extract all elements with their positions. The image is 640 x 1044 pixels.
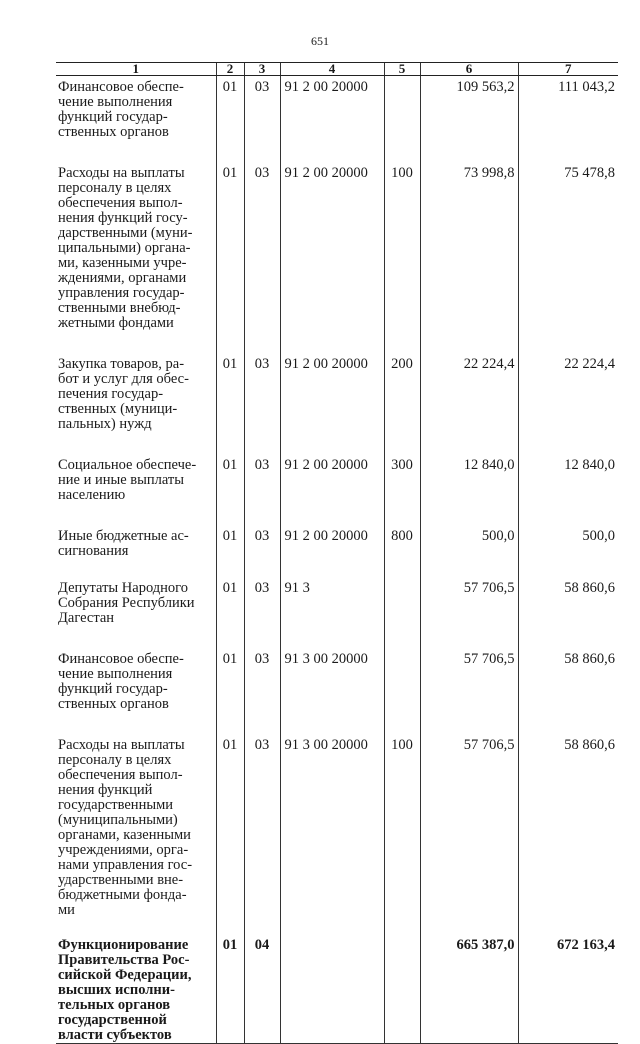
column-header-5: 5 — [384, 63, 420, 76]
row-subsection: 03 — [244, 525, 280, 577]
table-row — [56, 353, 618, 454]
column-header-1: 1 — [56, 63, 216, 76]
row-section: 01 — [216, 577, 244, 648]
row-expense-type: 300 — [384, 454, 420, 525]
row-name: Финансовое обеспе- чение выполнения функций государ- ственных органов — [58, 79, 184, 140]
row-amount-year1: 12 840,0 — [420, 454, 518, 525]
table-row — [56, 454, 618, 525]
table-row — [56, 76, 618, 163]
row-amount-year2: 58 860,6 — [518, 577, 618, 648]
row-section: 01 — [216, 525, 244, 577]
row-target-article: 91 2 00 20000 — [280, 525, 384, 577]
row-section: 01 — [216, 162, 244, 353]
row-subsection: 03 — [244, 734, 280, 934]
row-target-article: 91 2 00 20000 — [280, 454, 384, 525]
table-row — [56, 934, 618, 1044]
budget-table — [56, 62, 618, 1044]
row-section: 01 — [216, 648, 244, 734]
row-name: Закупка товаров, ра- бот и услуг для обес- печения государ- ственных (муници- пальных) нужд — [58, 356, 189, 432]
row-expense-type: 800 — [384, 525, 420, 577]
row-amount-year2: 58 860,6 — [518, 648, 618, 734]
table-row — [56, 162, 618, 353]
row-amount-year2: 58 860,6 — [518, 734, 618, 934]
row-name: Социальное обеспече- ние и иные выплаты населению — [58, 457, 197, 503]
column-header-2: 2 — [216, 63, 244, 76]
row-target-article: 91 3 00 20000 — [280, 648, 384, 734]
row-subsection: 03 — [244, 162, 280, 353]
row-subsection: 03 — [244, 454, 280, 525]
column-header-6: 6 — [420, 63, 518, 76]
row-amount-year1: 500,0 — [420, 525, 518, 577]
row-expense-type — [384, 934, 420, 1044]
row-target-article: 91 2 00 20000 — [280, 353, 384, 454]
row-name: Расходы на выплаты персоналу в целях обеспечения выпол- нения функций госу- дарственными (муни- ципальными) органа- ми, казенными учре- ждениями, органами управления государ- ственными внебюд- жетными фондами — [58, 165, 193, 331]
row-amount-year2: 672 163,4 — [518, 934, 618, 1044]
row-amount-year2: 75 478,8 — [518, 162, 618, 353]
row-subsection: 04 — [244, 934, 280, 1044]
row-amount-year2: 500,0 — [518, 525, 618, 577]
row-expense-type — [384, 577, 420, 648]
row-target-article — [280, 934, 384, 1044]
table-header-row — [56, 63, 618, 76]
row-name: Функционирование Правительства Рос- сийской Федерации, высших исполни- тельных органов государственной власти субъектов — [56, 934, 216, 1044]
row-amount-year2: 12 840,0 — [518, 454, 618, 525]
row-section: 01 — [216, 934, 244, 1044]
table-row — [56, 734, 618, 934]
row-amount-year1: 109 563,2 — [420, 76, 518, 163]
row-target-article: 91 3 — [280, 577, 384, 648]
row-section: 01 — [216, 734, 244, 934]
row-amount-year2: 22 224,4 — [518, 353, 618, 454]
row-section: 01 — [216, 76, 244, 163]
table-row — [56, 525, 618, 577]
row-subsection: 03 — [244, 76, 280, 163]
row-target-article: 91 3 00 20000 — [280, 734, 384, 934]
column-header-3: 3 — [244, 63, 280, 76]
table-row — [56, 648, 618, 734]
row-target-article: 91 2 00 20000 — [280, 162, 384, 353]
row-name: Депутаты Народного Собрания Республики Дагестан — [58, 580, 195, 626]
row-subsection: 03 — [244, 577, 280, 648]
row-amount-year1: 57 706,5 — [420, 577, 518, 648]
row-amount-year1: 22 224,4 — [420, 353, 518, 454]
row-name: Финансовое обеспе- чение выполнения функций государ- ственных органов — [58, 651, 184, 712]
row-amount-year1: 73 998,8 — [420, 162, 518, 353]
row-subsection: 03 — [244, 353, 280, 454]
row-expense-type — [384, 76, 420, 163]
table-row — [56, 577, 618, 648]
row-expense-type: 200 — [384, 353, 420, 454]
row-amount-year2: 111 043,2 — [518, 76, 618, 163]
row-amount-year1: 665 387,0 — [420, 934, 518, 1044]
row-name: Иные бюджетные ас- сигнования — [58, 528, 189, 559]
row-section: 01 — [216, 454, 244, 525]
page-number: 651 — [311, 34, 329, 48]
row-section: 01 — [216, 353, 244, 454]
table-body — [56, 76, 618, 1044]
column-header-4: 4 — [280, 63, 384, 76]
row-amount-year1: 57 706,5 — [420, 734, 518, 934]
row-name: Расходы на выплаты персоналу в целях обеспечения выпол- нения функций государственными (муниципальными) органами, казенными учреждениями, орга- нами управления гос- ударственными вне- бюджетными фонда- ми — [58, 737, 193, 918]
row-target-article: 91 2 00 20000 — [280, 76, 384, 163]
row-expense-type — [384, 648, 420, 734]
row-amount-year1: 57 706,5 — [420, 648, 518, 734]
row-expense-type: 100 — [384, 734, 420, 934]
column-header-7: 7 — [518, 63, 618, 76]
row-subsection: 03 — [244, 648, 280, 734]
row-expense-type: 100 — [384, 162, 420, 353]
